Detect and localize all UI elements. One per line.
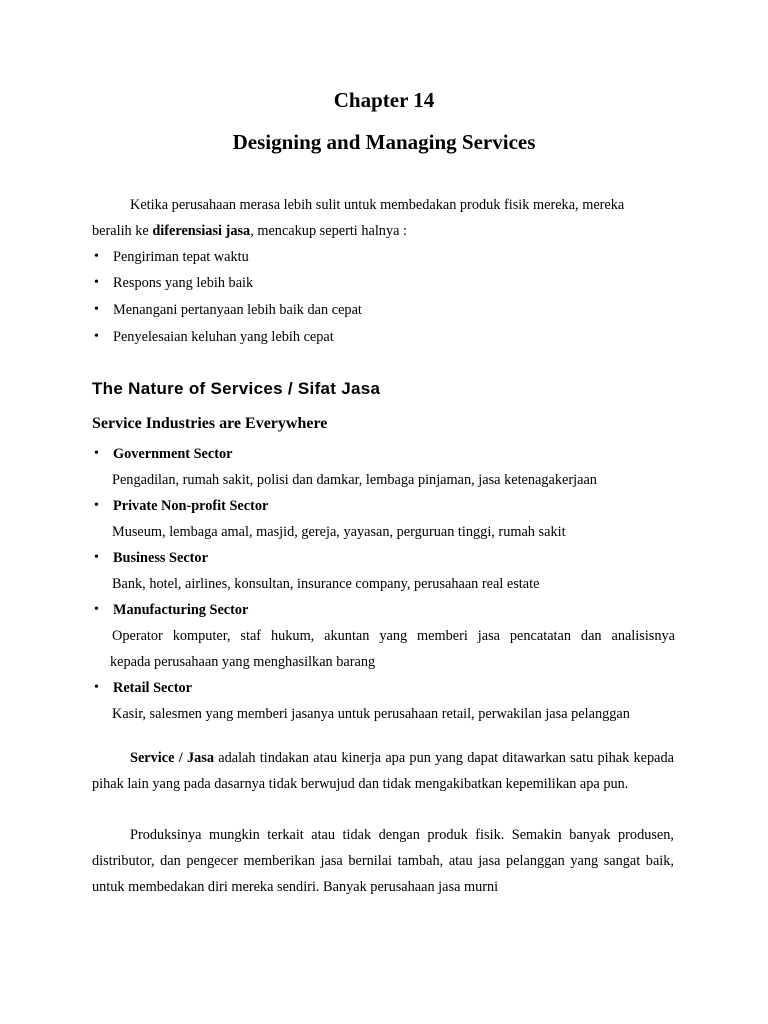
bullet-icon: • — [94, 498, 99, 513]
chapter-title: Designing and Managing Services — [232, 130, 536, 154]
bullet-icon: • — [94, 550, 99, 565]
bullet-icon: • — [94, 602, 99, 617]
sector-desc: Pengadilan, rumah sakit, polisi dan damkar, lembaga pinjaman, jasa ketenagakerjaan — [112, 472, 597, 488]
sector-desc: Bank, hotel, airlines, konsultan, insurance company, perusahaan real estate — [112, 576, 540, 592]
bullet-icon: • — [94, 249, 99, 264]
subsection-heading: Service Industries are Everywhere — [92, 415, 328, 432]
intro-prefix: beralih ke — [92, 223, 153, 239]
definition-text: adalah tindakan atau kinerja apa pun yang dapat ditawarkan satu pihak kepada pihak lain yang pada dasarnya tidak berwujud dan tidak mengakibatkan kepemilikan apa pun. — [92, 750, 674, 792]
bullet-text: Penyelesaian keluhan yang lebih cepat — [113, 329, 334, 345]
sector-desc-continued: kepada perusahaan yang menghasilkan barang — [110, 654, 376, 670]
bullet-icon: • — [94, 275, 99, 290]
bullet-text: Pengiriman tepat waktu — [113, 249, 249, 265]
sector-desc: Museum, lembaga amal, masjid, gereja, yayasan, perguruan tinggi, rumah sakit — [112, 524, 566, 540]
sector-name: Private Non-profit Sector — [113, 498, 269, 514]
section-heading: The Nature of Services / Sifat Jasa — [92, 379, 381, 398]
sector-name: Business Sector — [113, 550, 208, 566]
definition-term: Service / Jasa — [130, 750, 214, 766]
definition-paragraph — [92, 745, 674, 797]
bullet-text: Respons yang lebih baik — [113, 275, 254, 291]
sector-name: Retail Sector — [113, 680, 192, 696]
chapter-number: Chapter 14 — [333, 88, 435, 112]
intro-line-2 — [92, 218, 674, 244]
sector-name: Manufacturing Sector — [113, 602, 249, 618]
production-paragraph: Produksinya mungkin terkait atau tidak dengan produk fisik. Semakin banyak produsen, distributor, dan pengecer memberikan jasa bernilai tambah, atau jasa pelanggan yang sangat baik, untuk membedakan diri mereka sendiri. Banyak perusahaan jasa murni — [92, 827, 674, 895]
bullet-icon: • — [94, 302, 99, 317]
intro-line-1: Ketika perusahaan merasa lebih sulit untuk membedakan produk fisik mereka, mereka — [130, 197, 625, 213]
bullet-icon: • — [94, 680, 99, 695]
sector-desc: Kasir, salesmen yang memberi jasanya untuk perusahaan retail, perwakilan jasa pelanggan — [112, 706, 630, 722]
intro-suffix: , mencakup seperti halnya : — [250, 223, 407, 239]
sector-desc: Operator komputer, staf hukum, akuntan yang memberi jasa pencatatan dan analisisnya — [112, 628, 675, 644]
bullet-text: Menangani pertanyaan lebih baik dan cepat — [113, 302, 362, 318]
sector-name: Government Sector — [113, 446, 233, 462]
bullet-icon: • — [94, 329, 99, 344]
intro-bold-term: diferensiasi jasa — [152, 223, 251, 239]
bullet-icon: • — [94, 446, 99, 461]
